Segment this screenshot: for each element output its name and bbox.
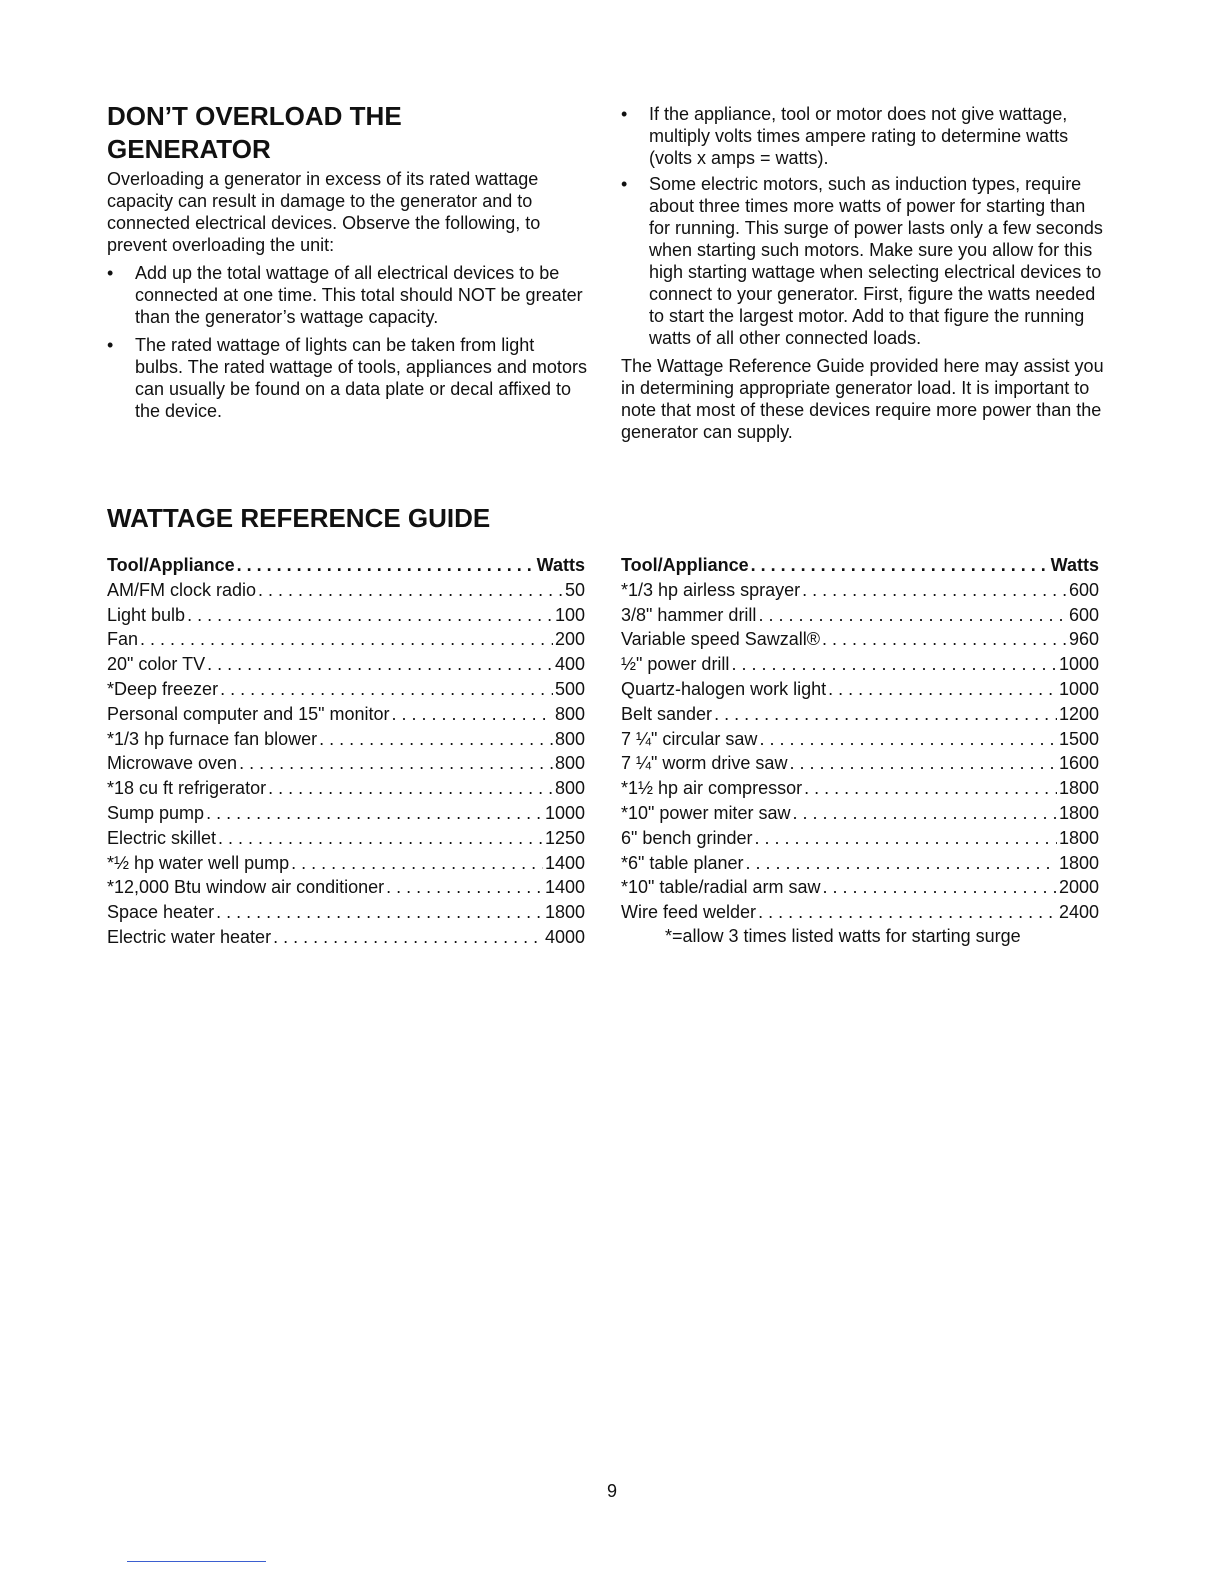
- bullet-text: The rated wattage of lights can be taken from light bulbs. The rated wattage of tools, appliances and motors can usually be found on a data plate or decal affixed to the device.: [135, 335, 587, 421]
- overload-left-bullets: [107, 262, 587, 422]
- appliance-watts: 1800: [1058, 852, 1099, 873]
- table-row: [621, 677, 1099, 702]
- appliance-watts: 800: [554, 703, 585, 724]
- bullet-text: Add up the total wattage of all electrical devices to be connected at one time. This total should NOT be greater than the generator’s wattage capacity.: [135, 263, 583, 327]
- appliance-watts: 1800: [1058, 802, 1099, 823]
- table-row: [621, 727, 1099, 752]
- appliance-watts: 1600: [1058, 753, 1099, 774]
- appliance-watts: 500: [554, 678, 585, 699]
- table-row: [107, 727, 585, 752]
- table-row: [621, 578, 1099, 603]
- dot-leader: [758, 900, 1057, 924]
- dot-leader: [804, 776, 1057, 800]
- appliance-name: Sump pump: [107, 802, 205, 823]
- bullet-text: If the appliance, tool or motor does not give wattage, multiply volts times ampere rating to determine watts (volts x amps = watts).: [649, 104, 1069, 168]
- appliance-name: 7 ¼" worm drive saw: [621, 753, 788, 774]
- appliance-name: *½ hp water well pump: [107, 852, 290, 873]
- appliance-name: Electric skillet: [107, 827, 217, 848]
- table-row: [107, 627, 585, 652]
- appliance-watts: 1500: [1058, 728, 1099, 749]
- dot-leader: [258, 578, 563, 602]
- appliance-watts: 1400: [544, 877, 585, 898]
- appliance-watts: 800: [554, 778, 585, 799]
- appliance-watts: 2400: [1058, 902, 1099, 923]
- appliance-name: 20" color TV: [107, 654, 206, 675]
- appliance-name: *1/3 hp furnace fan blower: [107, 728, 318, 749]
- dot-leader: [802, 578, 1067, 602]
- table-row: [107, 603, 585, 628]
- dot-leader: [218, 826, 543, 850]
- table-row: [621, 702, 1099, 727]
- appliance-name: 6" bench grinder: [621, 827, 753, 848]
- dot-leader: [731, 652, 1057, 676]
- dot-leader: [745, 851, 1056, 875]
- appliance-watts: 4000: [544, 926, 585, 947]
- table-row: [107, 776, 585, 801]
- appliance-name: *10" power miter saw: [621, 802, 791, 823]
- table-row: [107, 826, 585, 851]
- appliance-name: 3/8" hammer drill: [621, 604, 757, 625]
- header-watts-label: Watts: [536, 555, 585, 575]
- dot-leader: [187, 603, 553, 627]
- appliance-name: Quartz-halogen work light: [621, 678, 827, 699]
- bullet-item: [107, 334, 587, 422]
- dot-leader: [273, 925, 543, 949]
- appliance-watts: 1400: [544, 852, 585, 873]
- bullet-item: [107, 262, 587, 328]
- appliance-name: ½" power drill: [621, 654, 730, 675]
- header-tool-label: Tool/Appliance: [621, 555, 749, 575]
- dot-leader: [789, 751, 1057, 775]
- bullet-icon: •: [107, 335, 114, 355]
- dot-leader: [386, 875, 543, 899]
- table-row: [621, 900, 1099, 925]
- dot-leader: [754, 826, 1056, 850]
- appliance-name: *10" table/radial arm saw: [621, 877, 821, 898]
- dot-leader: [828, 677, 1057, 701]
- table-row: [107, 925, 585, 950]
- appliance-name: *6" table planer: [621, 852, 744, 873]
- appliance-watts: 400: [554, 654, 585, 675]
- dot-leader: [268, 776, 553, 800]
- wattage-guide-title: WATTAGE REFERENCE GUIDE: [107, 503, 491, 533]
- table-header: [621, 553, 1099, 578]
- table-row: [621, 603, 1099, 628]
- dot-leader: [759, 727, 1057, 751]
- overload-title-line2: GENERATOR: [107, 134, 271, 164]
- dot-leader: [714, 702, 1057, 726]
- table-row: [621, 627, 1099, 652]
- appliance-name: Light bulb: [107, 604, 186, 625]
- appliance-watts: 1800: [1058, 827, 1099, 848]
- appliance-name: *1½ hp air compressor: [621, 778, 803, 799]
- bullet-icon: •: [621, 174, 628, 194]
- appliance-watts: 600: [1068, 604, 1099, 625]
- appliance-name: *18 cu ft refrigerator: [107, 778, 267, 799]
- appliance-watts: 800: [554, 728, 585, 749]
- table-row: [621, 826, 1099, 851]
- appliance-name: Belt sander: [621, 703, 713, 724]
- dot-leader: [140, 627, 553, 651]
- table-row: [107, 702, 585, 727]
- appliance-watts: 1000: [1058, 654, 1099, 675]
- table-row: [107, 677, 585, 702]
- appliance-name: 7 ¼" circular saw: [621, 728, 758, 749]
- table-row: [107, 851, 585, 876]
- dot-leader: [220, 677, 553, 701]
- table-row: [107, 652, 585, 677]
- dot-leader: [751, 553, 1049, 577]
- appliance-watts: 200: [554, 629, 585, 650]
- table-row: [621, 751, 1099, 776]
- starting-surge-footnote: *=allow 3 times listed watts for starting surge: [665, 926, 1021, 946]
- appliance-name: Fan: [107, 629, 139, 650]
- bullet-item: [621, 103, 1106, 169]
- overload-closing-paragraph: The Wattage Reference Guide provided here may assist you in determining appropriate generator load. It is important to note that most of these devices require more power than the generator can supply.: [621, 356, 1104, 442]
- bullet-text: Some electric motors, such as induction types, require about three times more watts of power for starting than for running. This surge of power lasts only a few seconds when starting such motors. Make sure you allow for this high starting wattage when selecting electrical devices to connect to your generator. First, figure the watts needed to start the largest motor. Add to that figure the running watts of all other connected loads.: [649, 174, 1103, 348]
- wattage-table-left: [107, 553, 585, 950]
- appliance-watts: 1000: [544, 802, 585, 823]
- dot-leader: [207, 652, 553, 676]
- wattage-table-right: [621, 553, 1099, 925]
- overload-title-line1: DON’T OVERLOAD THE: [107, 101, 402, 131]
- appliance-watts: 1000: [1058, 678, 1099, 699]
- appliance-watts: 1800: [544, 902, 585, 923]
- table-row: [621, 776, 1099, 801]
- table-row: [621, 851, 1099, 876]
- page-number: 9: [606, 1481, 617, 1501]
- dot-leader: [206, 801, 543, 825]
- overload-intro: Overloading a generator in excess of its rated wattage capacity can result in damage to the generator and to connected electrical devices. Observe the following, to prevent overloading the unit:: [107, 169, 541, 255]
- table-row: [621, 801, 1099, 826]
- overload-right-column: [621, 103, 1106, 443]
- bullet-icon: •: [621, 104, 628, 124]
- overload-left-column: [107, 100, 587, 422]
- dot-leader: [822, 627, 1067, 651]
- table-row: [107, 751, 585, 776]
- appliance-name: *1/3 hp airless sprayer: [621, 579, 801, 600]
- appliance-watts: 100: [554, 604, 585, 625]
- dot-leader: [237, 553, 535, 577]
- dot-leader: [792, 801, 1057, 825]
- appliance-watts: 600: [1068, 579, 1099, 600]
- table-row: [621, 652, 1099, 677]
- overload-right-bullets: [621, 103, 1106, 349]
- appliance-watts: 1250: [544, 827, 585, 848]
- appliance-name: Electric water heater: [107, 926, 272, 947]
- dot-leader: [291, 851, 543, 875]
- appliance-name: Personal computer and 15" monitor: [107, 703, 390, 724]
- dot-leader: [392, 702, 553, 726]
- table-row: [107, 900, 585, 925]
- appliance-watts: 800: [554, 753, 585, 774]
- table-row: [107, 875, 585, 900]
- header-tool-label: Tool/Appliance: [107, 555, 235, 575]
- appliance-watts: 2000: [1058, 877, 1099, 898]
- bullet-icon: •: [107, 263, 114, 283]
- dot-leader: [319, 727, 553, 751]
- appliance-name: *12,000 Btu window air conditioner: [107, 877, 385, 898]
- appliance-name: Variable speed Sawzall®: [621, 629, 821, 650]
- appliance-watts: 50: [564, 579, 585, 600]
- appliance-name: Microwave oven: [107, 753, 238, 774]
- appliance-name: Space heater: [107, 902, 215, 923]
- table-row: [107, 801, 585, 826]
- appliance-name: AM/FM clock radio: [107, 579, 257, 600]
- appliance-watts: 1200: [1058, 703, 1099, 724]
- appliance-name: *Deep freezer: [107, 678, 219, 699]
- appliance-name: Wire feed welder: [621, 902, 757, 923]
- bullet-item: [621, 173, 1106, 349]
- dot-leader: [758, 603, 1067, 627]
- decorative-underline: [127, 1561, 266, 1562]
- dot-leader: [216, 900, 543, 924]
- table-header: [107, 553, 585, 578]
- header-watts-label: Watts: [1050, 555, 1099, 575]
- table-row: [107, 578, 585, 603]
- dot-leader: [823, 875, 1057, 899]
- appliance-watts: 960: [1068, 629, 1099, 650]
- table-row: [621, 875, 1099, 900]
- dot-leader: [239, 751, 553, 775]
- appliance-watts: 1800: [1058, 778, 1099, 799]
